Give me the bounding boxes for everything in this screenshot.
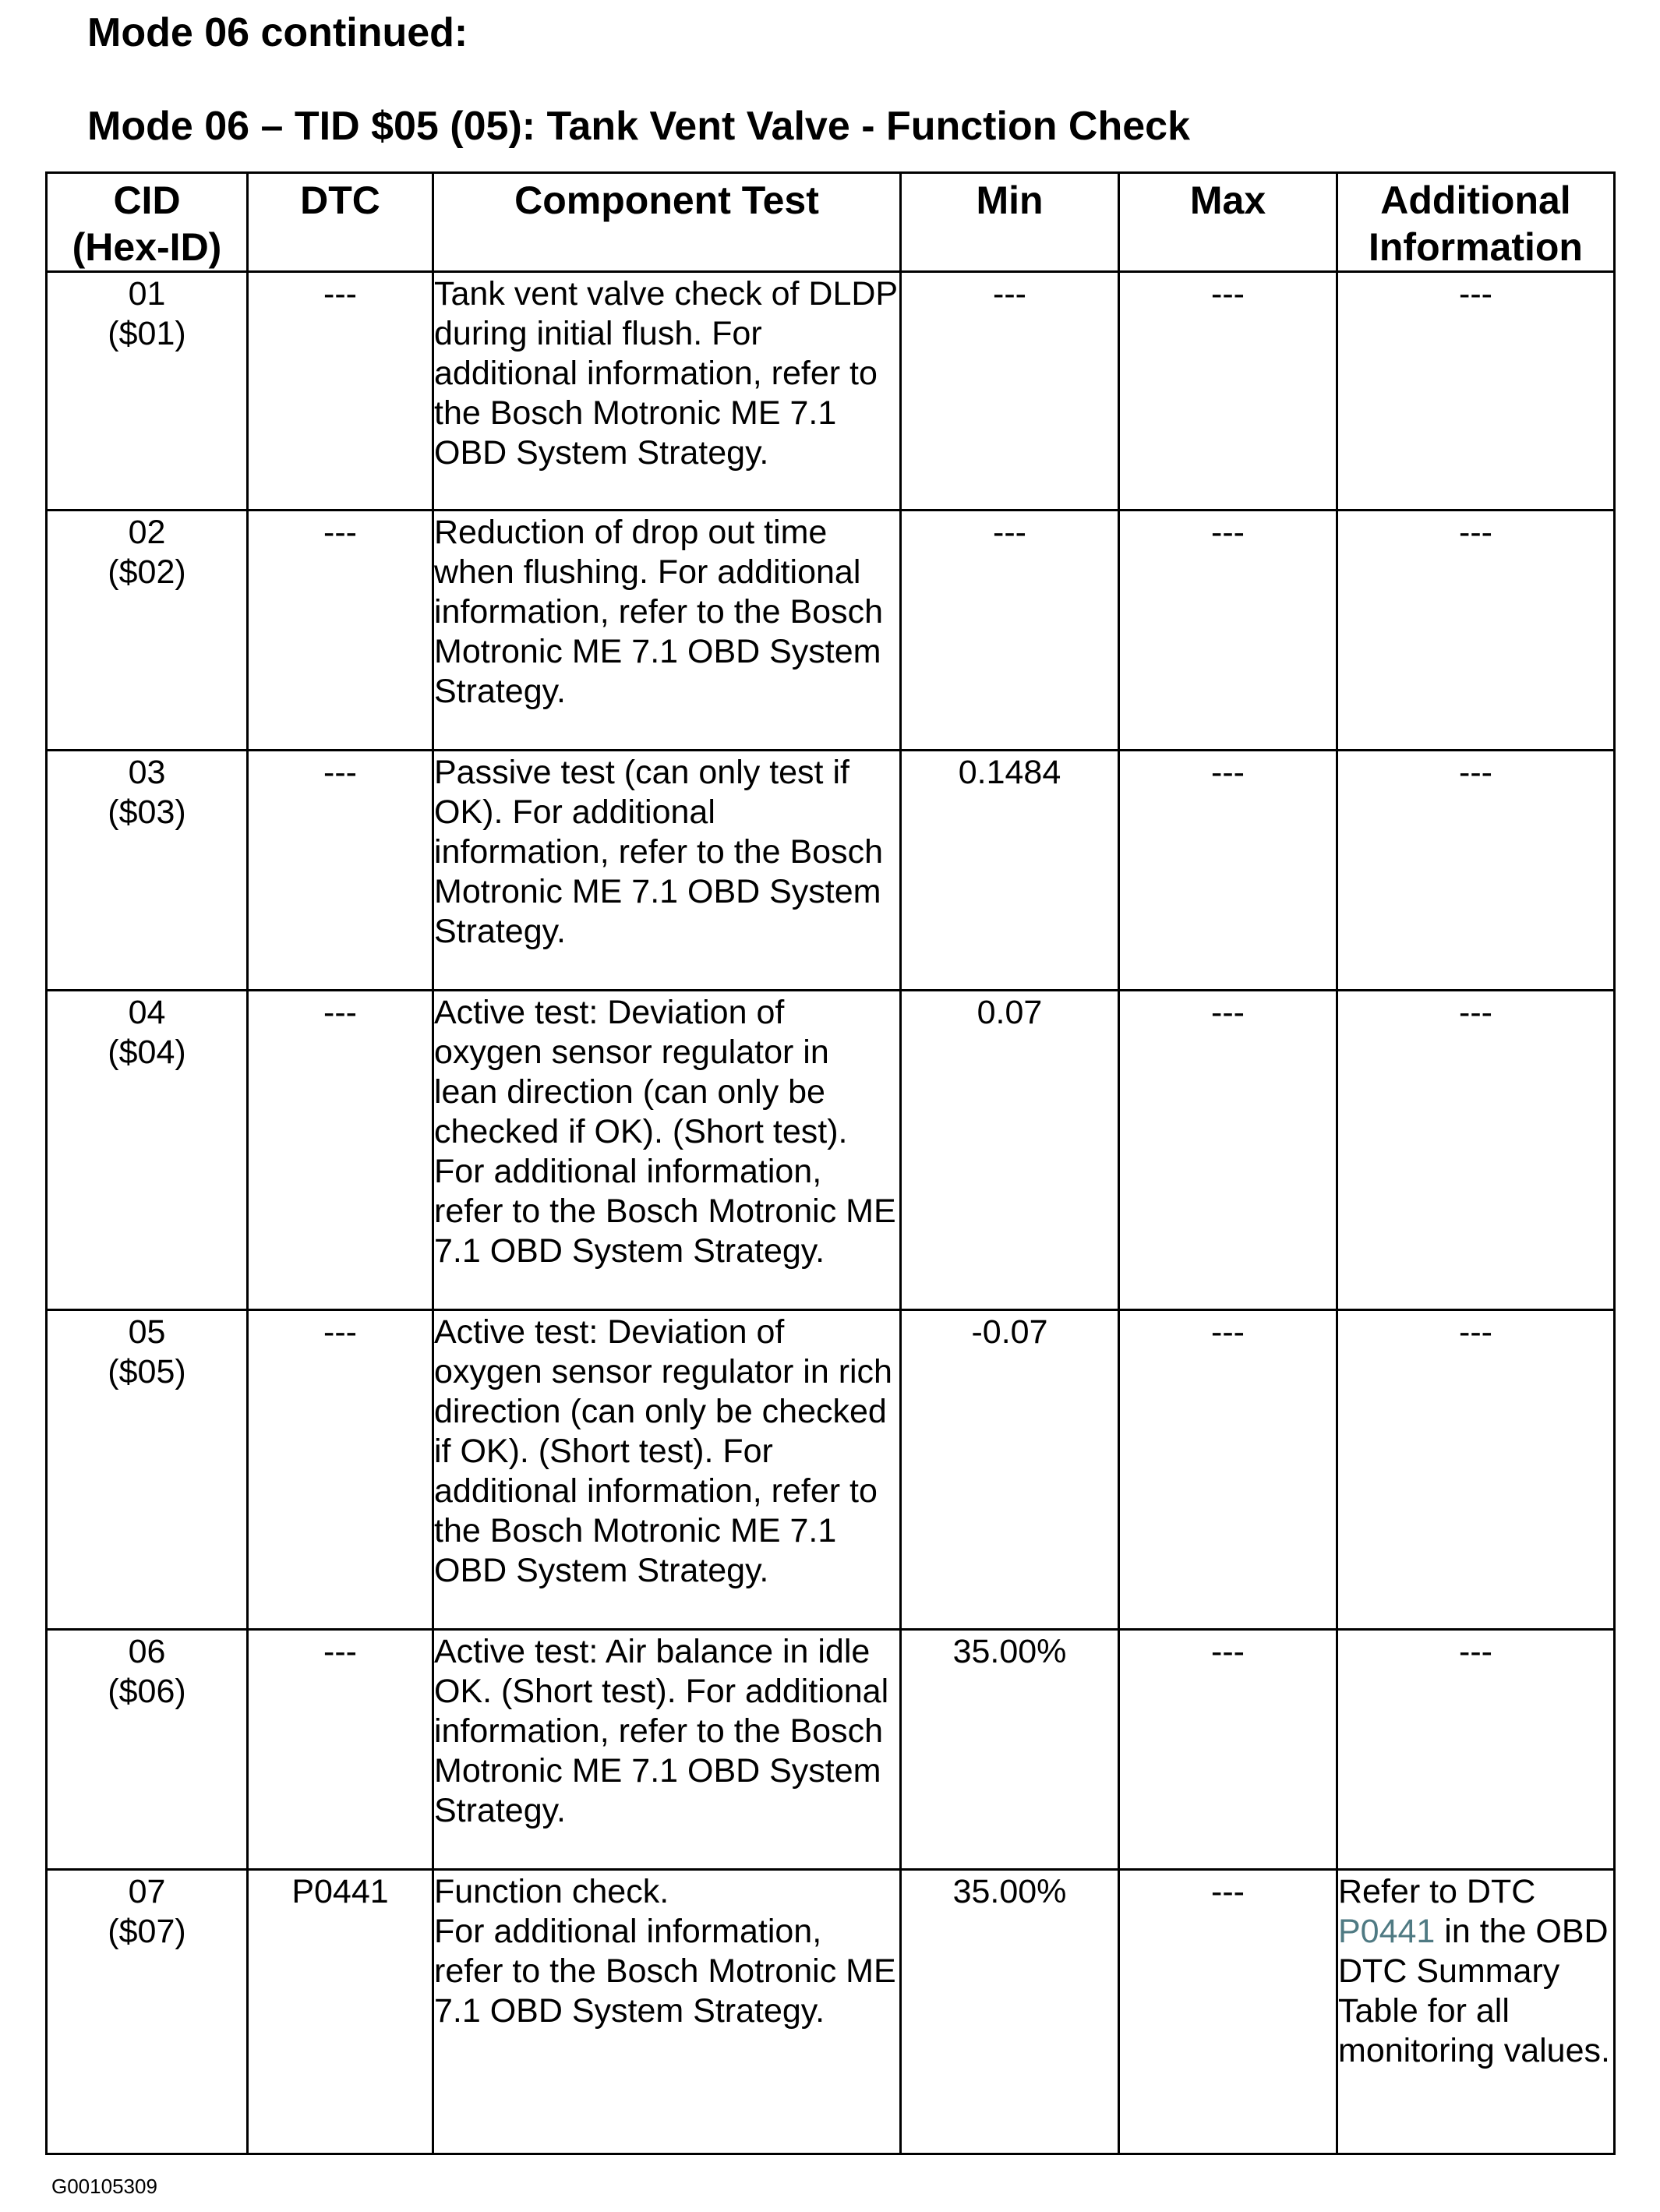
cid-number: 06	[128, 1633, 166, 1670]
cid-number: 02	[128, 514, 166, 551]
table-row	[47, 1870, 1615, 2154]
info-cell: ---	[1337, 272, 1615, 511]
component-test-cell: Active test: Deviation of oxygen sensor regulator in rich direction (can only be checked if OK). (Short test). For additional information, refer to the Bosch Motronic ME 7.1 OBD System Strategy.	[433, 1310, 901, 1630]
cid-cell	[47, 751, 248, 991]
table-row	[47, 751, 1615, 991]
cid-cell	[47, 511, 248, 751]
header-info-line2: Information	[1369, 225, 1583, 269]
max-cell: ---	[1119, 991, 1337, 1310]
min-cell: 0.07	[901, 991, 1119, 1310]
cid-hex: ($05)	[108, 1353, 186, 1390]
min-cell: ---	[901, 272, 1119, 511]
info-cell: ---	[1337, 751, 1615, 991]
table-row	[47, 1630, 1615, 1870]
cid-cell	[47, 991, 248, 1310]
table-row	[47, 272, 1615, 511]
page-title: Mode 06 continued:	[87, 10, 468, 55]
component-test-table	[45, 171, 1616, 2155]
header-additional-info	[1337, 173, 1615, 272]
figure-code: G00105309	[51, 2175, 157, 2198]
cid-number: 04	[128, 994, 166, 1031]
min-cell: 35.00%	[901, 1630, 1119, 1870]
min-cell: 0.1484	[901, 751, 1119, 991]
cid-number: 03	[128, 754, 166, 791]
max-cell: ---	[1119, 1870, 1337, 2154]
cid-number: 05	[128, 1313, 166, 1351]
max-cell: ---	[1119, 511, 1337, 751]
dtc-cell: ---	[248, 1630, 433, 1870]
header-max: Max	[1119, 173, 1337, 272]
section-title: Mode 06 – TID $05 (05): Tank Vent Valve - Function Check	[87, 104, 1190, 149]
header-dtc: DTC	[248, 173, 433, 272]
max-cell: ---	[1119, 272, 1337, 511]
info-text-post: in the OBD DTC Summary Table for all monitoring values.	[1338, 1913, 1610, 2069]
header-info-line1: Additional	[1380, 178, 1571, 222]
cid-number: 07	[128, 1873, 166, 1910]
component-test-cell: Active test: Deviation of oxygen sensor regulator in lean direction (can only be checked if OK). (Short test). For additional information, refer to the Bosch Motronic ME 7.1 OBD System Strategy.	[433, 991, 901, 1310]
info-text-pre: Refer to DTC	[1338, 1873, 1536, 1910]
header-cid-line1: CID	[113, 178, 181, 222]
cid-cell	[47, 1310, 248, 1630]
component-test-line1: Function check.	[434, 1873, 669, 1910]
dtc-cell: ---	[248, 511, 433, 751]
table-row	[47, 1310, 1615, 1630]
max-cell: ---	[1119, 1630, 1337, 1870]
header-cid-line2: (Hex-ID)	[72, 225, 222, 269]
min-cell: 35.00%	[901, 1870, 1119, 2154]
max-cell: ---	[1119, 751, 1337, 991]
cid-hex: ($06)	[108, 1673, 186, 1710]
dtc-cell: ---	[248, 1310, 433, 1630]
min-cell: ---	[901, 511, 1119, 751]
cid-hex: ($03)	[108, 793, 186, 831]
info-cell: ---	[1337, 1630, 1615, 1870]
cid-cell	[47, 1630, 248, 1870]
info-cell	[1337, 1870, 1615, 2154]
component-test-cell: Tank vent valve check of DLDP during initial flush. For additional information, refer to the Bosch Motronic ME 7.1 OBD System Strategy.	[433, 272, 901, 511]
max-cell: ---	[1119, 1310, 1337, 1630]
cid-number: 01	[128, 275, 166, 313]
dtc-cell: ---	[248, 991, 433, 1310]
cid-cell	[47, 272, 248, 511]
component-test-rest: For additional information, refer to the Bosch Motronic ME 7.1 OBD System Strategy.	[434, 1913, 896, 2030]
dtc-cell: ---	[248, 272, 433, 511]
table-row	[47, 991, 1615, 1310]
component-test-cell: Active test: Air balance in idle OK. (Short test). For additional information, refer to the Bosch Motronic ME 7.1 OBD System Strategy.	[433, 1630, 901, 1870]
component-test-cell: Passive test (can only test if OK). For additional information, refer to the Bosch Motronic ME 7.1 OBD System Strategy.	[433, 751, 901, 991]
dtc-cell: ---	[248, 751, 433, 991]
info-cell: ---	[1337, 1310, 1615, 1630]
info-cell: ---	[1337, 991, 1615, 1310]
component-test-cell: Reduction of drop out time when flushing. For additional information, refer to the Bosch Motronic ME 7.1 OBD System Strategy.	[433, 511, 901, 751]
table-header-row	[47, 173, 1615, 272]
info-cell: ---	[1337, 511, 1615, 751]
table-row	[47, 511, 1615, 751]
cid-hex: ($01)	[108, 315, 186, 352]
header-cid	[47, 173, 248, 272]
cid-cell	[47, 1870, 248, 2154]
header-component-test: Component Test	[433, 173, 901, 272]
dtc-cell: P0441	[248, 1870, 433, 2154]
dtc-link[interactable]: P0441	[1338, 1913, 1436, 1950]
cid-hex: ($07)	[108, 1913, 186, 1950]
cid-hex: ($02)	[108, 553, 186, 591]
min-cell: -0.07	[901, 1310, 1119, 1630]
cid-hex: ($04)	[108, 1034, 186, 1071]
header-min: Min	[901, 173, 1119, 272]
component-test-cell	[433, 1870, 901, 2154]
